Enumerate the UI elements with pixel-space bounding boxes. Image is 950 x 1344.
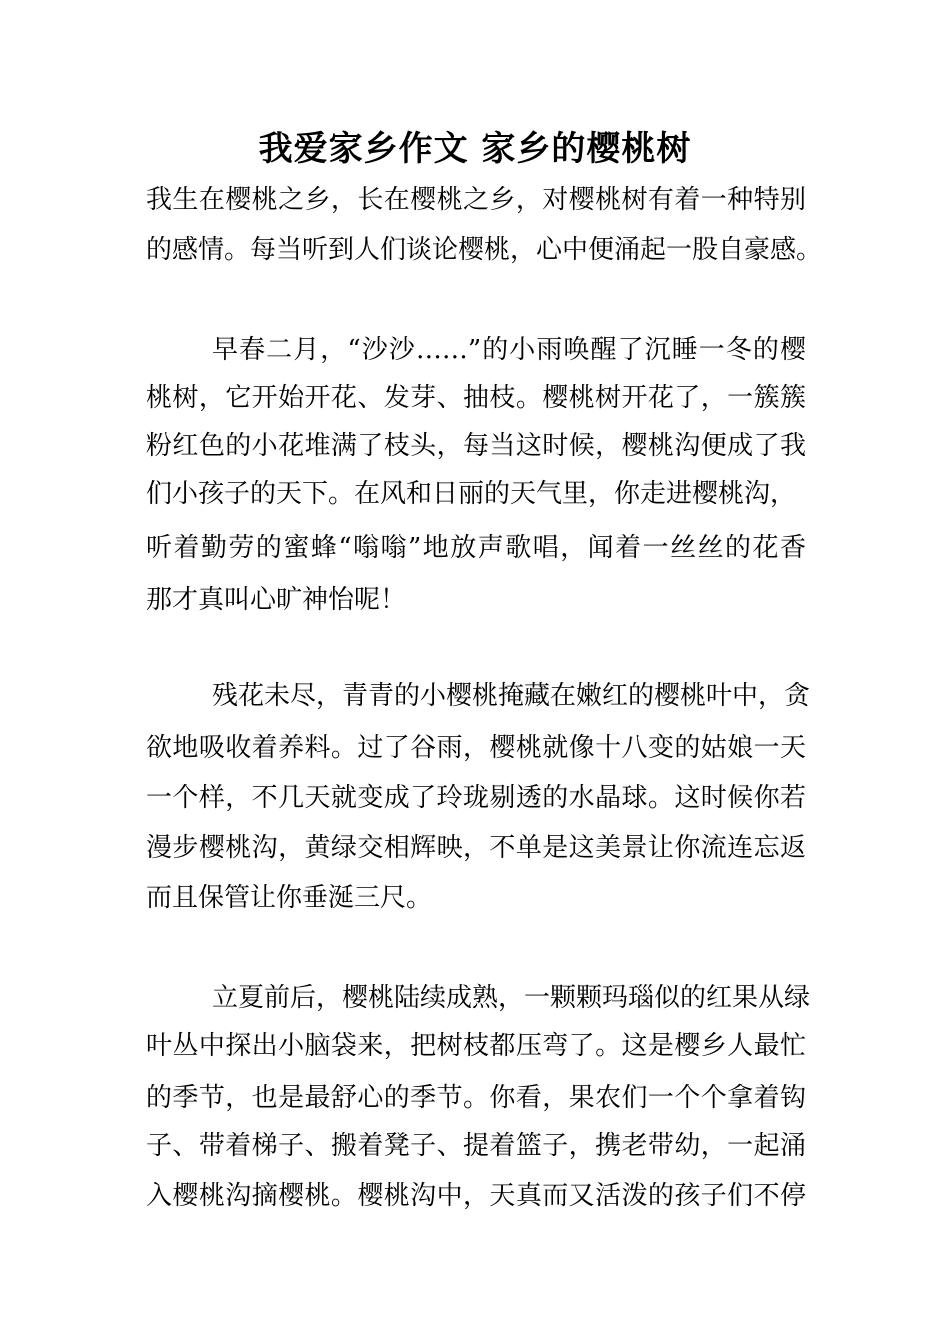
text-line: 的季节，也是最舒心的季节。你看，果农们一个个拿着钩 bbox=[146, 1083, 806, 1113]
text-line: 我生在樱桃之乡，长在樱桃之乡，对樱桃树有着一种特别 bbox=[146, 185, 806, 215]
text-line: 那才真叫心旷神怡呢！ bbox=[146, 585, 407, 615]
text-line: 残花未尽，青青的小樱桃掩藏在嫩红的樱桃叶中，贪 bbox=[212, 681, 811, 711]
text-line: 子、带着梯子、搬着凳子、提着篮子，携老带幼，一起涌 bbox=[146, 1131, 806, 1161]
text-line: 桃树，它开始开花、发芽、抽枝。樱桃树开花了，一簇簇 bbox=[146, 383, 806, 413]
text-line: 们小孩子的天下。在风和日丽的天气里，你走进樱桃沟， bbox=[146, 479, 797, 509]
text-line: 听着勤劳的蜜蜂“嗡嗡”地放声歌唱，闻着一丝丝的花香 bbox=[146, 533, 806, 563]
text-line: 欲地吸收着养料。过了谷雨，樱桃就像十八变的姑娘一天 bbox=[146, 733, 806, 763]
text-line: 立夏前后，樱桃陆续成熟，一颗颗玛瑙似的红果从绿 bbox=[212, 983, 811, 1013]
text-line: 叶丛中探出小脑袋来，把树枝都压弯了。这是樱乡人最忙 bbox=[146, 1031, 806, 1061]
text-line: 一个样，不几天就变成了玲珑剔透的水晶球。这时候你若 bbox=[146, 783, 806, 813]
text-line: 粉红色的小花堆满了枝头，每当这时候，樱桃沟便成了我 bbox=[146, 431, 806, 461]
text-line: 而且保管让你垂涎三尺。 bbox=[146, 883, 433, 913]
text-line: 入樱桃沟摘樱桃。樱桃沟中，天真而又活泼的孩子们不停 bbox=[146, 1181, 806, 1211]
document-title: 我爱家乡作文 家乡的樱桃树 bbox=[258, 129, 692, 169]
text-line: 早春二月，“沙沙……”的小雨唤醒了沉睡一冬的樱 bbox=[212, 335, 806, 365]
text-line: 的感情。每当听到人们谈论樱桃，心中便涌起一股自豪感。 bbox=[146, 235, 823, 265]
text-line: 漫步樱桃沟，黄绿交相辉映，不单是这美景让你流连忘返 bbox=[146, 833, 806, 863]
